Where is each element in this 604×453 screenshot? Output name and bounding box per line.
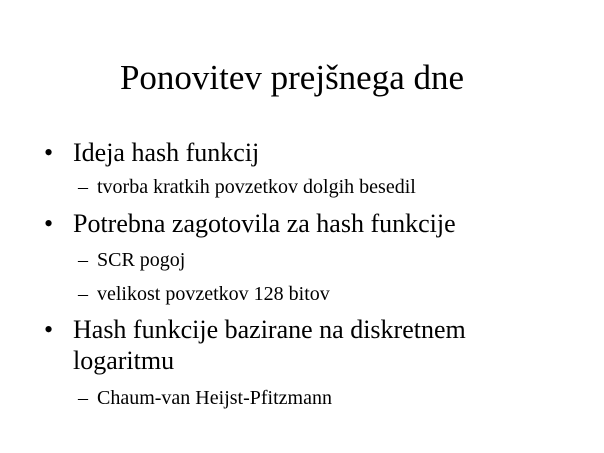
- dash-icon: –: [78, 249, 88, 271]
- dash-icon: –: [78, 176, 88, 198]
- bullet-text: Potrebna zagotovila za hash funkcije: [73, 209, 456, 238]
- slide-title: Ponovitev prejšnega dne: [119, 58, 465, 97]
- bullet-text: Hash funkcije bazirane na diskretnem: [73, 315, 466, 344]
- sub-bullet-text: velikost povzetkov 128 bitov: [97, 283, 330, 305]
- sub-bullet-text: tvorba kratkih povzetkov dolgih besedil: [97, 176, 416, 198]
- sub-bullet-text: SCR pogoj: [97, 249, 186, 271]
- bullet-icon: •: [44, 315, 54, 344]
- bullet-text-continuation: logaritmu: [73, 346, 175, 375]
- bullet-icon: •: [44, 138, 54, 167]
- sub-bullet-text: Chaum-van Heijst-Pfitzmann: [97, 387, 332, 409]
- dash-icon: –: [78, 387, 88, 409]
- bullet-text: Ideja hash funkcij: [73, 138, 260, 167]
- bullet-icon: •: [44, 209, 54, 238]
- dash-icon: –: [78, 283, 88, 305]
